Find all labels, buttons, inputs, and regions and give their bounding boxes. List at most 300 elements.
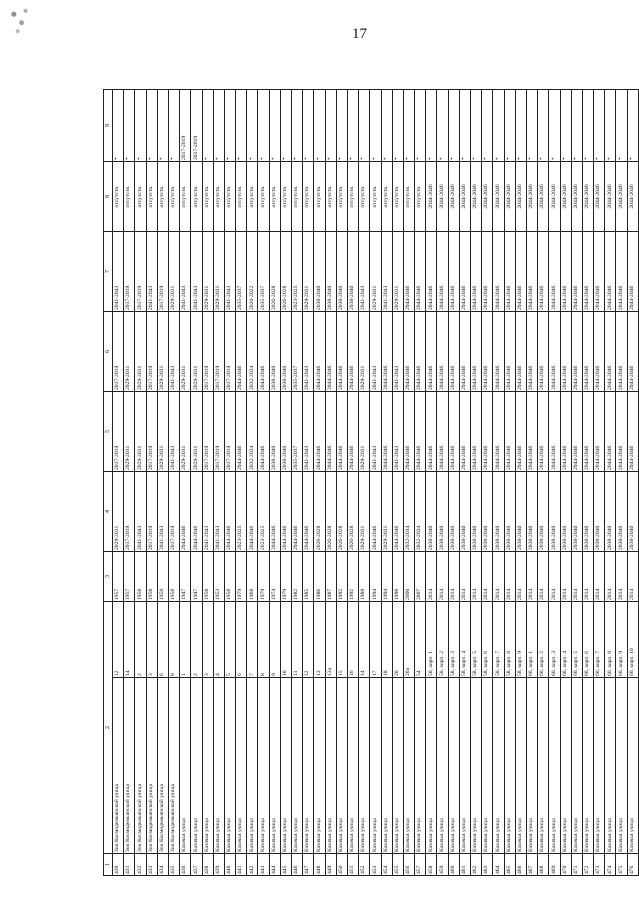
table-cell: 437 [191,854,202,876]
table-cell: 2029-2031 [370,232,381,312]
table-cell: * [392,90,403,162]
table-cell: 2044-2046 [482,312,493,392]
table-cell: 2017-2019 [224,392,235,472]
table-cell: 2044-2046 [571,392,582,472]
table-cell: 447 [303,854,314,876]
column-header: 7 [104,232,113,312]
table-cell: 1953 [213,552,224,602]
table-cell: Казачья улица [236,678,247,854]
table-cell: 6 [236,602,247,678]
table-cell: 452 [359,854,370,876]
table-cell: 2044-2046 [560,232,571,312]
table-cell: * [493,90,504,162]
table-cell: * [146,90,157,162]
table-cell: 439 [213,854,224,876]
table-cell: Казачья улица [370,678,381,854]
table-cell: 2014 [526,552,537,602]
table-cell: 2017-2019 [146,312,157,392]
table-cell: 2038-2040 [280,312,291,392]
table-cell: 2038-2040 [549,472,560,552]
table-cell: 58, корп. 3 [448,602,459,678]
table-cell: Зои Космодемьянской улица [146,678,157,854]
table-cell: * [269,90,280,162]
table-cell: Казачья улица [616,678,627,854]
table-cell: 2044-2046 [403,312,414,392]
table-cell: * [471,90,482,162]
table-cell: 456 [403,854,414,876]
table-cell: 2044-2046 [560,162,571,232]
table-cell: 2044-2046 [515,312,526,392]
table-cell: 2044-2046 [426,232,437,312]
table-row [538,90,549,876]
table-cell: 2044-2046 [616,392,627,472]
table-cell: 2041-2043 [146,232,157,312]
table-cell: 2044-2046 [605,392,616,472]
table-cell: 2044-2046 [616,162,627,232]
table-cell: 1974 [269,552,280,602]
table-cell: 441 [236,854,247,876]
table-cell: 2026-2028 [280,232,291,312]
table-cell: 2014 [582,552,593,602]
table-row [347,90,358,876]
table-cell: 2044-2046 [403,232,414,312]
table-cell: 1 [180,602,191,678]
table-cell: * [571,90,582,162]
table-row [482,90,493,876]
table-cell: 2044-2046 [381,312,392,392]
table-cell: 2044-2046 [605,312,616,392]
table-cell: * [504,90,515,162]
table-cell: 2038-2040 [448,472,459,552]
table-row [459,90,470,876]
table-row [303,90,314,876]
table-cell: 2014 [627,552,638,602]
table-cell: 2044-2046 [415,312,426,392]
table-cell: 1958 [168,552,179,602]
table-row [224,90,235,876]
table-row [157,90,168,876]
table-cell: 2044-2046 [415,392,426,472]
table-cell: 472 [582,854,593,876]
table-cell: 2044-2046 [627,232,638,312]
table-row [236,90,247,876]
table-cell: отсутств. [124,162,135,232]
table-cell: 2044-2046 [549,162,560,232]
table-cell: 473 [594,854,605,876]
table-cell: 2017-2019 [157,232,168,312]
table-cell: 2044-2046 [493,162,504,232]
column-header: 4 [104,472,113,552]
table-cell: 58, корп. 4 [459,602,470,678]
table-cell: 2044-2046 [549,392,560,472]
table-cell: 2044-2046 [594,392,605,472]
table-cell: 1979 [258,552,269,602]
table-cell: 438 [202,854,213,876]
table-cell: 1986 [314,552,325,602]
table-row [526,90,537,876]
table-cell: Казачья улица [471,678,482,854]
table-cell: 2026-2028 [314,472,325,552]
table-cell: отсутств. [392,162,403,232]
table-cell: 2044-2046 [582,392,593,472]
table-cell: 1985 [303,552,314,602]
table-cell: * [448,90,459,162]
table-cell: Зои Космодемьянской улица [168,678,179,854]
table-cell: 1994 [370,552,381,602]
table-cell: 2017-2019 [202,312,213,392]
table-cell: 440 [224,854,235,876]
table-cell: 2041-2043 [303,312,314,392]
table-cell: 2044-2046 [325,392,336,472]
table-cell: 445 [280,854,291,876]
table-cell: 464 [493,854,504,876]
table-cell: 58, корп. 2 [437,602,448,678]
table-cell: 430 [113,854,124,876]
table-cell: 2044-2046 [347,312,358,392]
table-cell: 451 [347,854,358,876]
table-cell: 1988 [359,552,370,602]
table-cell: 15 [336,602,347,678]
table-cell: 2017-2019 [146,392,157,472]
table-cell: 2044-2046 [549,312,560,392]
table-cell: 465 [504,854,515,876]
table-cell: 2029-2031 [168,232,179,312]
table-cell: 2044-2046 [582,162,593,232]
table-cell: 2035-2037 [258,232,269,312]
table-cell: отсутств. [359,162,370,232]
table-row [493,90,504,876]
table-cell: 1958 [224,552,235,602]
table-row [594,90,605,876]
table-cell: 2044-2046 [560,312,571,392]
table-cell: 2014 [504,552,515,602]
table-cell: 2017-2019 [191,90,202,162]
table-cell: * [124,90,135,162]
table-cell: 2017-2019 [202,392,213,472]
table-cell: * [560,90,571,162]
table-cell: Казачья улица [504,678,515,854]
table-cell: 2044-2046 [448,162,459,232]
table-cell: Казачья улица [180,678,191,854]
table-cell: Казачья улица [202,678,213,854]
table-row [549,90,560,876]
table-cell: 2035-2037 [292,312,303,392]
table-cell: 2044-2046 [605,162,616,232]
column-header: 5 [104,392,113,472]
table-cell: 2038-2040 [459,472,470,552]
table-row [616,90,627,876]
table-cell: 2020-2022 [247,232,258,312]
table-cell: 2029-2031 [191,312,202,392]
table-cell: 2044-2046 [224,472,235,552]
table-cell: 2017-2019 [213,312,224,392]
table-cell: 453 [370,854,381,876]
table-cell: Казачья улица [594,678,605,854]
table-cell: отсутств. [336,162,347,232]
table-cell: 462 [471,854,482,876]
table-cell: 2038-2040 [347,232,358,312]
table-cell: 448 [314,854,325,876]
table-cell: Казачья улица [493,678,504,854]
table-cell: 467 [526,854,537,876]
table-cell: 2044-2046 [571,162,582,232]
table-cell: 2038-2040 [437,472,448,552]
table-cell: 2038-2040 [280,392,291,472]
table-cell: Казачья улица [549,678,560,854]
table-cell: 2044-2046 [493,312,504,392]
table-cell: 2029-2031 [381,472,392,552]
table-cell: Казачья улица [582,678,593,854]
table-row [202,90,213,876]
table-cell: 2029-2031 [180,392,191,472]
table-cell: 2044-2046 [538,312,549,392]
column-header: 2 [104,602,113,854]
table-cell: Казачья улица [426,678,437,854]
table-cell: 2029-2031 [392,232,403,312]
table-cell: отсутств. [146,162,157,232]
table-cell: 58, корп. 8 [504,602,515,678]
table-cell: 454 [381,854,392,876]
table-cell: 2044-2046 [594,232,605,312]
table-cell: 2044-2046 [582,312,593,392]
table-cell: 2038-2040 [605,472,616,552]
table-cell: 2029-2031 [359,392,370,472]
table-cell: 60, корп. 9 [616,602,627,678]
table-cell: 2029-2031 [135,312,146,392]
table-row [213,90,224,876]
table-cell: 475 [616,854,627,876]
table-cell: 2026-2028 [325,472,336,552]
table-cell: * [459,90,470,162]
table-cell: 2038-2040 [325,232,336,312]
table-cell: Казачья улица [303,678,314,854]
table-cell: * [202,90,213,162]
table-cell: 2038-2040 [538,472,549,552]
table-row [571,90,582,876]
table-cell: Зои Космодемьянской улица [113,678,124,854]
table-cell: 6 [157,602,168,678]
table-cell: Казачья улица [627,678,638,854]
table-cell: 2029-2031 [124,392,135,472]
table-cell: отсутств. [168,162,179,232]
table-cell: Казачья улица [224,678,235,854]
table-cell: 2044-2046 [504,312,515,392]
table-cell: 2044-2046 [448,392,459,472]
table-row [627,90,638,876]
table-cell: 2044-2046 [437,312,448,392]
table-cell: 1958 [135,552,146,602]
table-cell: 2014 [426,552,437,602]
table-row [325,90,336,876]
table-cell: 2044-2046 [493,232,504,312]
table-cell: 2044-2046 [538,392,549,472]
table-cell: 2017-2019 [124,472,135,552]
table-row [168,90,179,876]
table-cell: 469 [549,854,560,876]
table-cell: 2038-2040 [571,472,582,552]
table-cell: 2023-2025 [292,232,303,312]
table-cell: отсутств. [202,162,213,232]
table-cell: 2044-2046 [616,232,627,312]
table-cell: * [236,90,247,162]
table-cell: * [594,90,605,162]
table-cell: 4 [213,602,224,678]
table-cell: 2044-2046 [292,472,303,552]
table-cell: 2044-2046 [403,392,414,472]
table-cell: 2038-2040 [493,472,504,552]
table-cell: 2026-2028 [347,472,358,552]
table-cell: 2044-2046 [426,162,437,232]
table-cell: 2041-2043 [392,392,403,472]
table-cell: 2044-2046 [571,232,582,312]
table-cell: Казачья улица [325,678,336,854]
table-cell: 3 [202,602,213,678]
table-cell: 2029-2031 [157,312,168,392]
table-cell: 460 [448,854,459,876]
table-cell: Казачья улица [448,678,459,854]
table-cell: * [224,90,235,162]
table-row [269,90,280,876]
header-row [104,90,113,876]
table-cell: 2044-2046 [571,312,582,392]
table-cell: 450 [336,854,347,876]
table-cell: 2044-2046 [448,312,459,392]
table-cell: 1958 [202,552,213,602]
table-cell: 2017-2019 [135,232,146,312]
table-cell: 8 [168,602,179,678]
table-cell: 2044-2046 [370,472,381,552]
table-cell: отсутств. [370,162,381,232]
table-cell: 2014 [482,552,493,602]
table-cell: 1998 [392,552,403,602]
table-cell: отсутств. [347,162,358,232]
table-cell: 18 [381,602,392,678]
table-cell: 2014 [616,552,627,602]
table-cell: 2032-2034 [415,472,426,552]
table-cell: 13а [325,602,336,678]
table-cell: 2044-2046 [336,312,347,392]
table-cell: 14 [359,602,370,678]
table-cell: 2032-2034 [403,472,414,552]
table-cell: * [359,90,370,162]
table-cell: * [113,90,124,162]
table-cell: * [168,90,179,162]
table-cell: 1947 [191,552,202,602]
table-cell: 2032-2034 [247,392,258,472]
table-cell: 2038-2040 [471,472,482,552]
table-cell: отсутств. [135,162,146,232]
table-cell: отсутств. [180,162,191,232]
table-cell: 2038-2040 [314,232,325,312]
table-cell: 2014 [437,552,448,602]
table-cell: 1947 [180,552,191,602]
table-cell: Казачья улица [415,678,426,854]
table-row [336,90,347,876]
table-cell: Зои Космодемьянской улица [124,678,135,854]
table-row [415,90,426,876]
table-cell: 2044-2046 [314,312,325,392]
table-cell: 444 [269,854,280,876]
table-cell: 2044-2046 [482,232,493,312]
table-cell: 2007 [415,552,426,602]
table-cell: * [157,90,168,162]
table-row [146,90,157,876]
table-cell: 2029-2031 [124,312,135,392]
table-cell: 2044-2046 [459,392,470,472]
table-cell: 2041-2043 [168,312,179,392]
table-cell: 2014 [538,552,549,602]
table-cell: * [336,90,347,162]
table-cell: 2017-2019 [113,312,124,392]
table-cell: 2014 [448,552,459,602]
table-row [292,90,303,876]
table-cell: 432 [135,854,146,876]
table-cell: 2044-2046 [493,392,504,472]
table-cell: 2044-2046 [471,232,482,312]
table-cell: * [549,90,560,162]
table-cell: 2038-2040 [526,472,537,552]
table-cell: 60, корп. 7 [594,602,605,678]
table-cell: 2038-2040 [627,472,638,552]
table-cell: 2029-2031 [191,392,202,472]
table-cell: Казачья улица [191,678,202,854]
table-cell: * [247,90,258,162]
table-cell: 2044-2046 [471,312,482,392]
table-cell: 1982 [292,552,303,602]
schedule-table [103,89,639,876]
table-cell: 463 [482,854,493,876]
table-row [258,90,269,876]
table-cell: Зои Космодемьянской улица [135,678,146,854]
table-cell: 2044-2046 [448,232,459,312]
table-cell: 2044-2046 [180,472,191,552]
table-cell: 2044-2046 [437,232,448,312]
table-cell: 1958 [157,552,168,602]
table-cell: 1979 [236,552,247,602]
table-cell: 2041-2043 [168,392,179,472]
table-cell: 2014 [571,552,582,602]
table-cell: * [526,90,537,162]
table-cell: 58, корп. 5 [471,602,482,678]
table-cell: 2014 [459,552,470,602]
table-cell: 2044-2046 [191,472,202,552]
table-cell: 2017-2019 [146,472,157,552]
table-cell: 1957 [124,552,135,602]
table-cell: 17 [370,602,381,678]
table-cell: 2041-2043 [191,232,202,312]
table-cell: отсутств. [269,162,280,232]
table-cell: 455 [392,854,403,876]
table-cell: 60, корп. 2 [538,602,549,678]
table-cell: 2044-2046 [336,392,347,472]
table-cell: * [213,90,224,162]
table-cell: * [325,90,336,162]
table-cell: 2038-2040 [582,472,593,552]
column-header: 8 [104,162,113,232]
table-cell: 2035-2037 [236,232,247,312]
table-cell: * [426,90,437,162]
table-cell: 2000 [403,552,414,602]
table-cell: * [403,90,414,162]
table-cell: 2014 [471,552,482,602]
table-row [426,90,437,876]
table-cell: 2026-2028 [336,472,347,552]
table-cell: 436 [180,854,191,876]
table-cell: 2044-2046 [482,392,493,472]
table-row [135,90,146,876]
table-cell: 2044-2046 [392,472,403,552]
table-row [560,90,571,876]
